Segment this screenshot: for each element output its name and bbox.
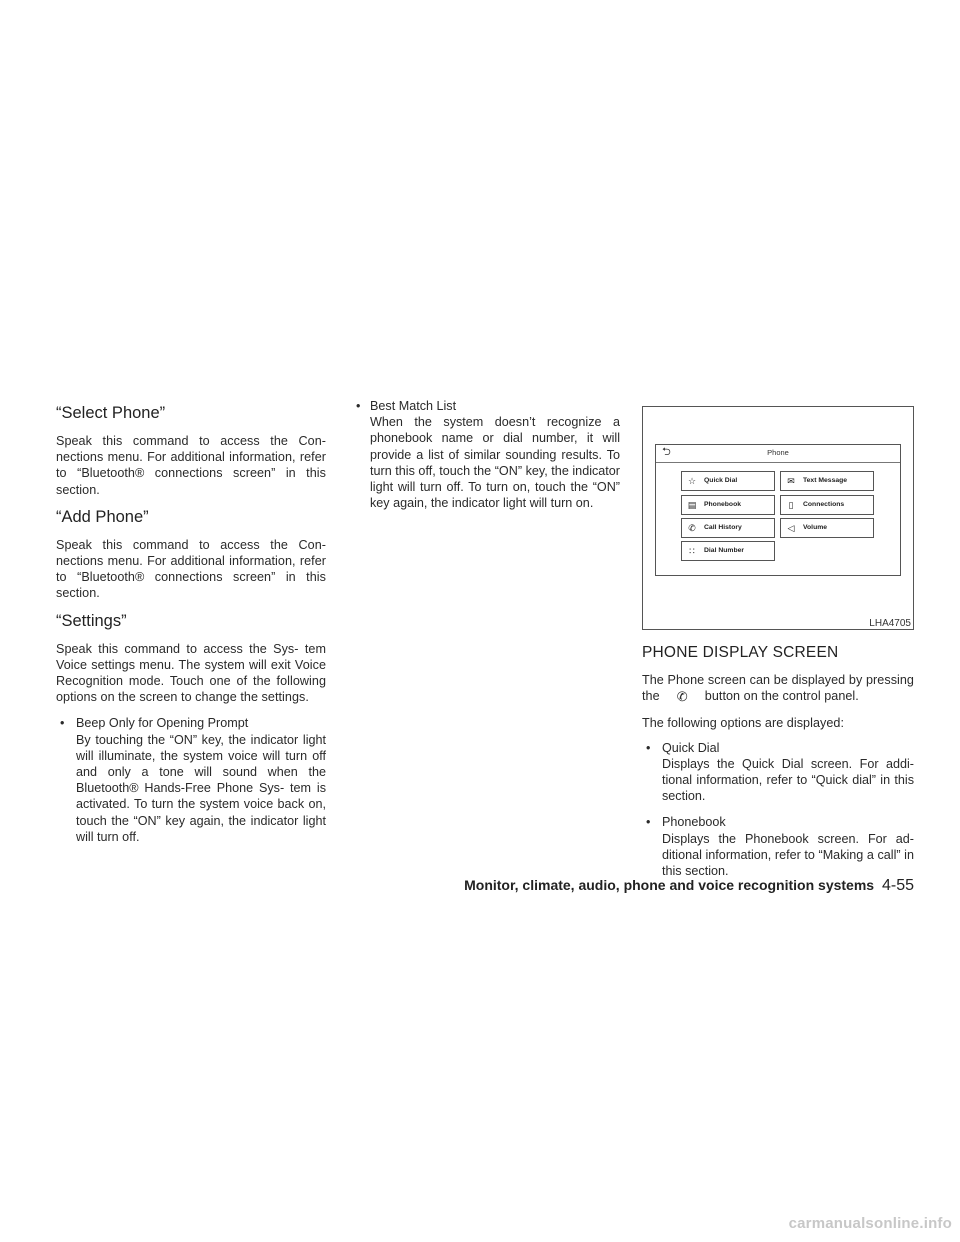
phone-display-heading: PHONE DISPLAY SCREEN [642,644,839,661]
bullet-title: Beep Only for Opening Prompt [76,716,249,731]
phone-screen-display [655,444,901,576]
volume-tile[interactable] [780,518,874,538]
bullet-quick-dial [642,740,914,805]
quick-dial-tile[interactable] [681,471,775,491]
footer-section-title: Monitor, climate, audio, phone and voice recognition systems [464,877,875,893]
bullet-dot: • [60,716,65,731]
bullet-title: Quick Dial [662,740,720,755]
bullet-best-match [356,398,620,511]
envelope-icon: ✉ [787,476,795,486]
tile-label: Connections [803,501,845,508]
text-part: The Phone screen can be displayed by pressing the [642,673,914,704]
text-part: button on the control panel. [704,689,859,704]
bullet-title: Phonebook [662,815,726,830]
add-phone-heading: “Add Phone” [56,507,149,526]
options-intro: The following options are displayed: [642,716,845,731]
screen-header [656,445,900,463]
phonebook-tile[interactable] [681,495,775,515]
tile-label: Text Message [803,477,848,484]
tile-label: Phonebook [704,501,742,508]
bullet-dot: • [646,740,651,755]
keypad-icon: ∷ [689,546,695,556]
page-number: 4-55 [881,877,914,894]
bullet-beep-only [56,715,326,845]
bullet-description: Displays the Quick Dial screen. For addi- tional information, refer to “Quick dial” in this section. [662,756,914,804]
middle-column [356,398,620,521]
star-icon: ☆ [687,476,697,486]
page-footer [464,877,914,895]
tile-label: Volume [803,524,828,531]
phone-icon: ✆ [676,689,688,705]
speaker-icon: ◁ [787,523,795,533]
text-message-tile[interactable] [780,471,874,491]
call-history-tile[interactable] [681,518,775,538]
phone-display-text [642,672,914,705]
watermark: carmanualsonline.info [788,1215,952,1232]
bullet-title: Best Match List [370,399,457,413]
figure-code: LHA4705 [869,618,911,629]
tile-label: Call History [704,524,742,531]
settings-heading: “Settings” [56,611,127,630]
tile-label: Dial Number [704,547,745,554]
select-phone-text: Speak this command to access the Con- nections menu. For additional information, refer to “Bluetooth® connections screen” in this section. [56,434,326,497]
select-phone-heading: “Select Phone” [56,404,166,422]
bullet-dot: • [356,399,361,413]
right-column [642,406,914,889]
back-arrow-icon[interactable]: ⮌ [662,446,671,458]
call-history-icon: ✆ [688,523,696,533]
left-column [56,398,326,855]
dial-number-tile[interactable] [681,541,775,561]
phone-screen-figure [642,406,914,630]
tile-label: Quick Dial [704,477,738,484]
add-phone-text: Speak this command to access the Con- nections menu. For additional information, refer to “Bluetooth® connections screen” in this section. [56,537,326,601]
phone-connect-icon: ▯ [788,500,794,510]
bullet-phonebook [642,814,914,879]
phonebook-icon: ▤ [687,500,697,510]
connections-tile[interactable] [780,495,874,515]
bullet-dot: • [646,815,651,830]
settings-text: Speak this command to access the Sys- tem Voice settings menu. The system will exit Voice Recognition mode. Touch one of the following options on the screen to change the settings. [56,641,326,705]
screen-title: Phone [767,448,789,457]
bullet-description: Displays the Phonebook screen. For ad- ditional information, refer to “Making a call” in this section. [662,831,914,879]
bullet-description: When the system doesn’t recognize a phonebook name or dial number, it will provide a list of similar sounding results. To turn this off, touch the “ON” key, the indicator light will turn off. To turn on, touch the “ON” key again, the indicator light will turn on. [370,415,620,511]
bullet-description: By touching the “ON” key, the indicator light will illuminate, the system voice will turn off and only a tone will sound when the Bluetooth® Hands-Free Phone Sys- tem is activated. To turn the system voice back on, touch the “ON” key again, the indicator light will turn off. [76,732,326,844]
